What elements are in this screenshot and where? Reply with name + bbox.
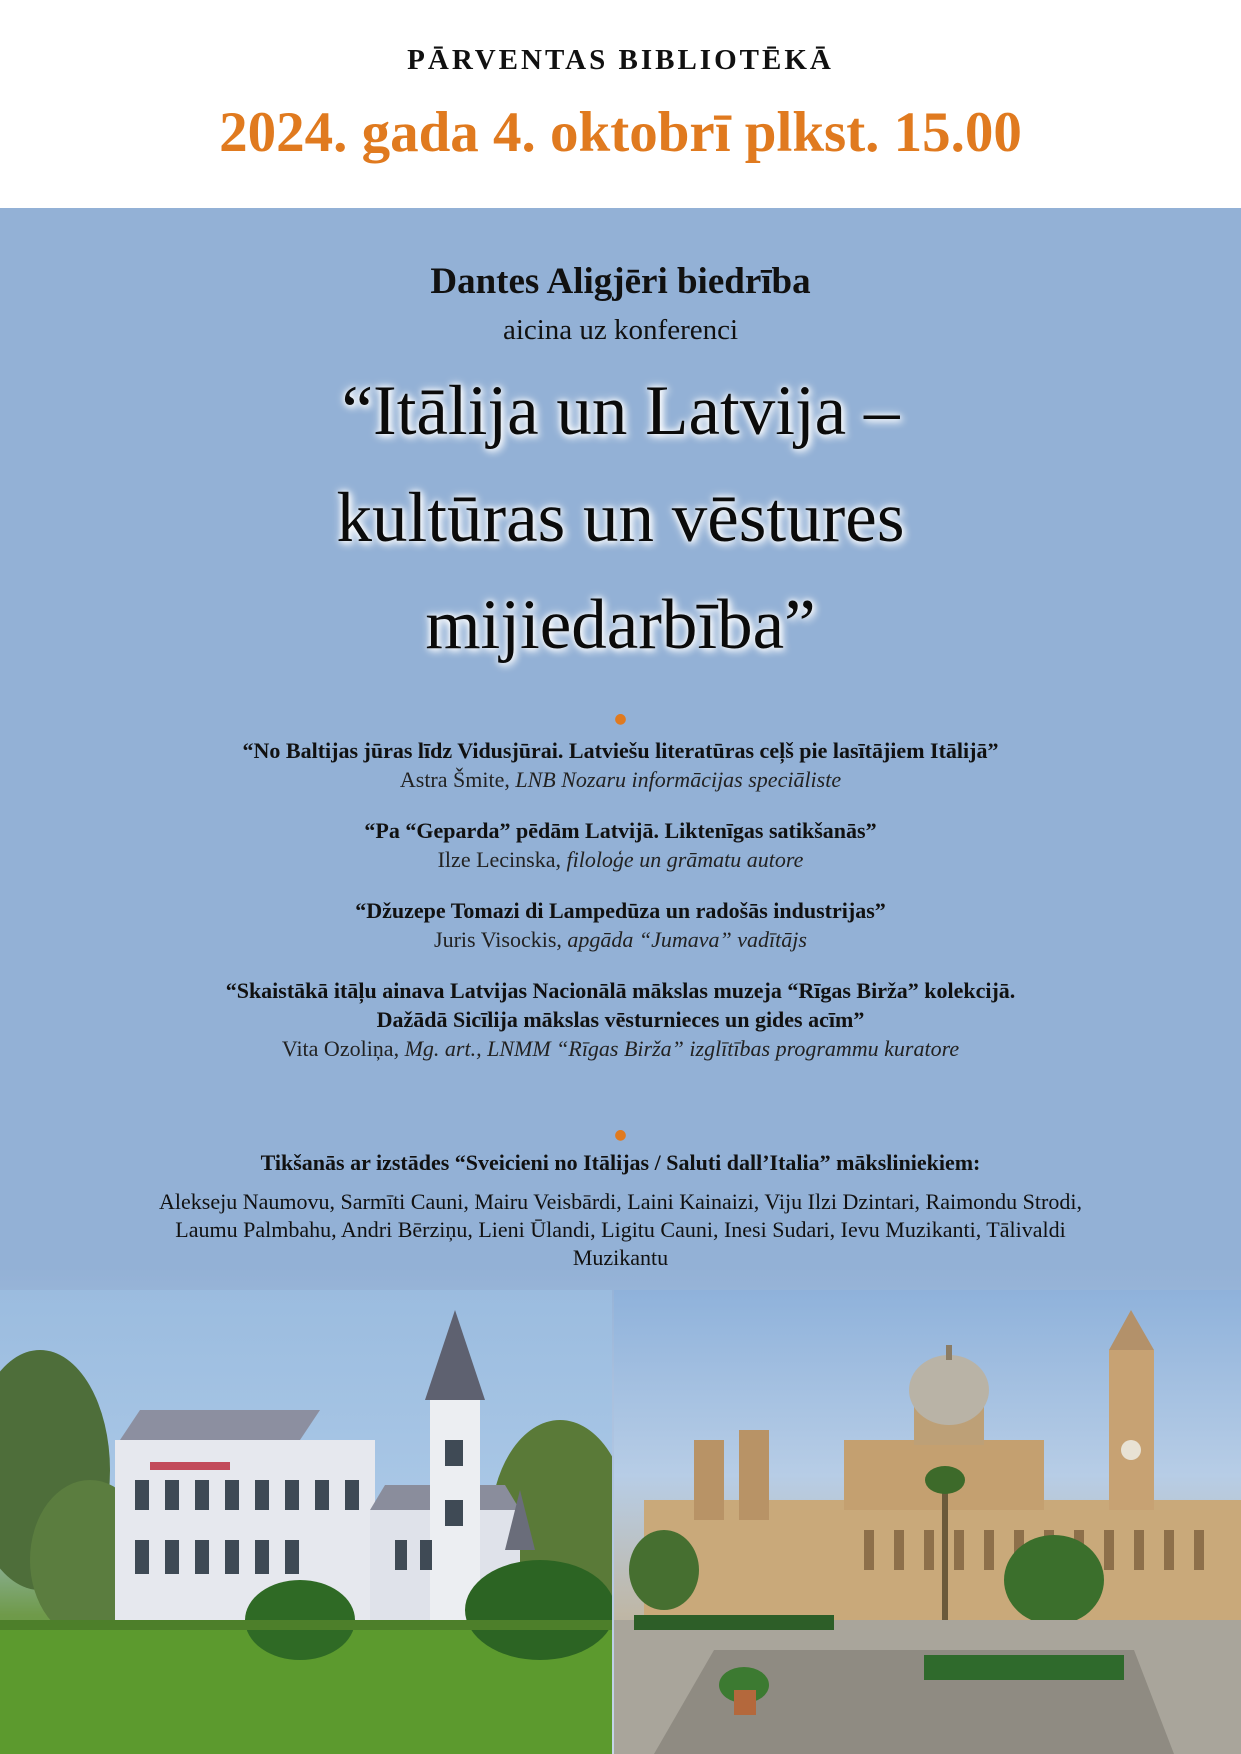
talk-speaker: Astra Šmite, [399, 767, 510, 792]
talk-speaker: Vita Ozoliņa, [281, 1036, 400, 1061]
venue: PĀRVENTAS BIBLIOTĒKĀ [407, 44, 834, 76]
talk-role: LNB Nozaru informācijas speciāliste [515, 767, 842, 792]
talk-item [0, 976, 1241, 1063]
talk-speaker-line [0, 845, 1241, 874]
title-line-3: mijiedarbība” [425, 586, 816, 664]
header [0, 0, 1241, 208]
bullet-dot-icon: ● [614, 1127, 627, 1143]
talk-speaker: Juris Visockis, [434, 927, 562, 952]
invitation-text: aicina uz konferenci [502, 314, 739, 346]
talk-title: “Pa “Geparda” pēdām Latvijā. Liktenīgas satikšanās” [364, 818, 877, 843]
talk-title-continued: Dažādā Sicīlija mākslas vēsturnieces un gides acīm” [376, 1007, 865, 1032]
bullet-dot-icon: ● [614, 711, 627, 727]
title-line-2: kultūras un vēstures [336, 479, 905, 557]
talk-role: apgāda “Jumava” vadītājs [567, 927, 807, 952]
talk-role: Mg. art., LNMM “Rīgas Birža” izglītības programmu kuratore [404, 1036, 960, 1061]
talk-speaker: Ilze Lecinska, [437, 847, 561, 872]
talk-title: “No Baltijas jūras līdz Vidusjūrai. Latviešu literatūras ceļš pie lasītājiem Itālijā” [242, 738, 999, 763]
talk-item [0, 736, 1241, 794]
talk-role: filoloģe un grāmatu autore [566, 847, 804, 872]
meeting-title: Tikšanās ar izstādes “Sveicieni no Itālijas / Saluti dall’Italia” māksliniekiem: [260, 1150, 981, 1175]
cathedral-photo [614, 1290, 1241, 1754]
title-line-1: “Itālija un Latvija – [341, 372, 900, 450]
artist-list: Alekseju Naumovu, Sarmīti Cauni, Mairu Veisbārdi, Laini Kainaizi, Viju Ilzi Dzintari, Raimondu Strodi, Laumu Palmbahu, Andri Bērziņu, Lieni Ūlandi, Ligitu Cauni, Inesi Sudari, Ievu Muzikanti, Tālivaldi Muzikantu [159, 1189, 1082, 1270]
organizer: Dantes Aligjēri biedrība [430, 261, 811, 302]
conference-title [0, 358, 1241, 679]
talk-title: “Skaistākā itāļu ainava Latvijas Nacionālā mākslas muzeja “Rīgas Birža” kolekcijā. [225, 978, 1016, 1003]
artist-meeting [0, 1148, 1241, 1272]
talk-item [0, 896, 1241, 954]
talk-title: “Džuzepe Tomazi di Lampedūza un radošās industrijas” [355, 898, 886, 923]
talks-list [0, 736, 1241, 1085]
talk-item [0, 816, 1241, 874]
talk-speaker-line [0, 1034, 1241, 1063]
talk-speaker-line [0, 925, 1241, 954]
event-date: 2024. gada 4. oktobrī plkst. 15.00 [219, 101, 1022, 164]
talk-speaker-line [0, 765, 1241, 794]
manor-house-photo [0, 1290, 612, 1754]
